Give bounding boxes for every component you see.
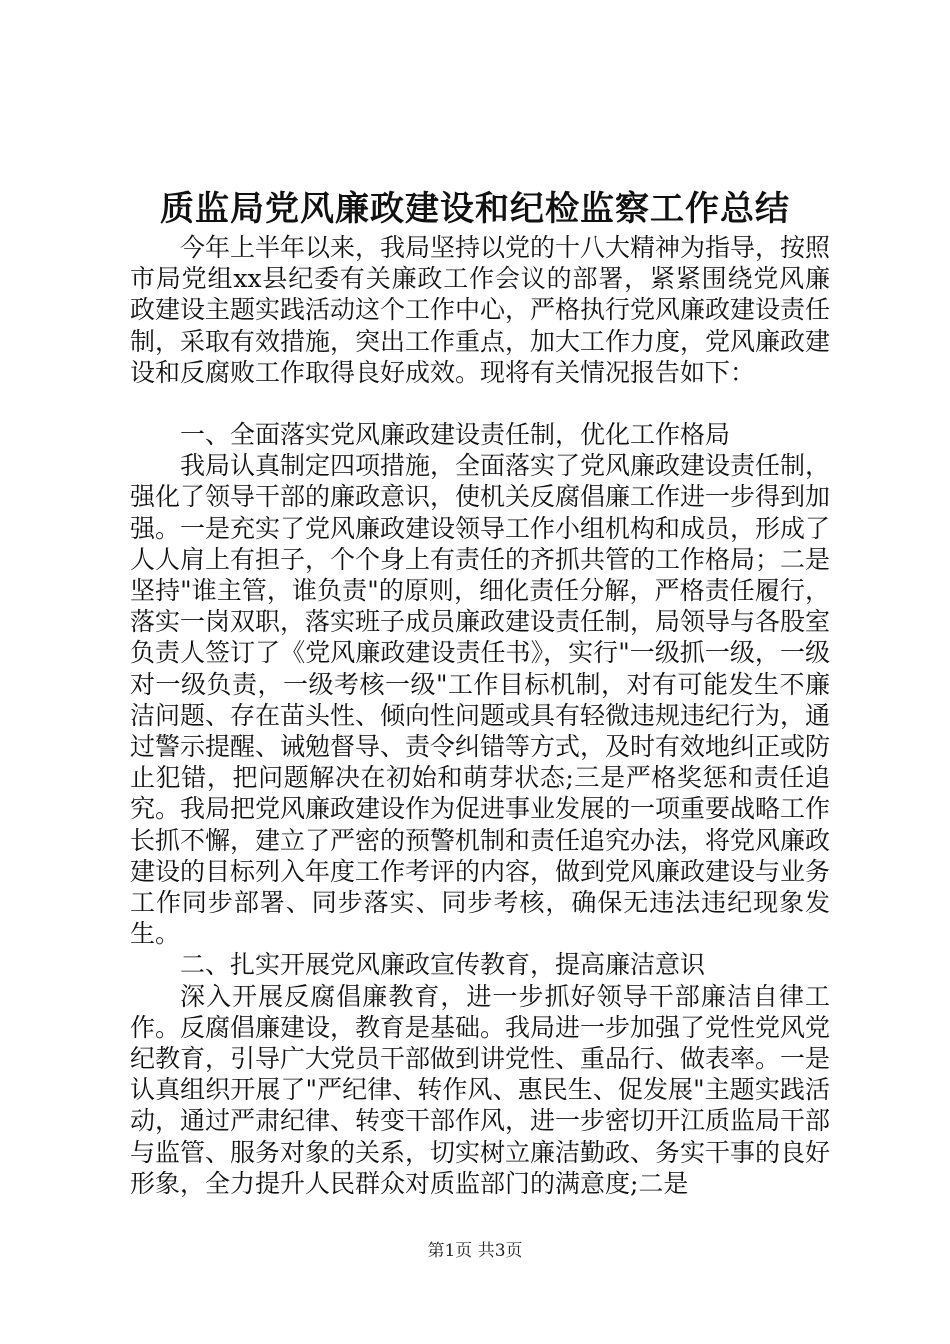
intro-paragraph: 今年上半年以来，我局坚持以党的十八大精神为指导，按照市局党组xx县纪委有关廉政工作会议的部署，紧紧围绕党风廉政建设主题实践活动这个工作中心，严格执行党风廉政建设责任制，采取有效措施，突出工作重点，加大工作力度，党风廉政建设和反腐败工作取得良好成效。现将有关情况报告如下： [130,233,831,387]
document-title: 质监局党风廉政建设和纪检监察工作总结 [160,189,790,229]
section-heading-1: 一、全面落实党风廉政建设责任制，优化工作格局 [180,420,731,450]
document-body [130,232,830,1199]
section-paragraph-2: 深入开展反腐倡廉教育，进一步抓好领导干部廉洁自律工作。反腐倡廉建设，教育是基础。我局进一步加强了党性党风党纪教育，引导广大党员干部做到讲党性、重品行、做表率。一是认真组织开展了"严纪律、转作风、惠民生、促发展"主题实践活动，通过严肃纪律、转变干部作风，进一步密切开江质监局干部与监管、服务对象的关系，切实树立廉洁勤政、务实干事的良好形象，全力提升人民群众对质监部门的满意度;二是 [130,981,831,1198]
page-number-footer: 第1页 共3页 [427,1241,523,1261]
section-heading-2: 二、扎实开展党风廉政宣传教育，提高廉洁意识 [180,950,706,980]
section-paragraph-1: 我局认真制定四项措施，全面落实了党风廉政建设责任制，强化了领导干部的廉政意识，使机关反腐倡廉工作进一步得到加强。一是充实了党风廉政建设领导工作小组机构和成员，形成了人人肩上有担子，个个身上有责任的齐抓共管的工作格局；二是坚持"谁主管，谁负责"的原则，细化责任分解，严格责任履行，落实一岗双职，落实班子成员廉政建设责任制，局领导与各股室负责人签订了《党风廉政建设责任书》，实行"一级抓一级，一级对一级负责，一级考核一级"工作目标机制，对有可能发生不廉洁问题、存在苗头性、倾向性问题或具有轻微违规违纪行为，通过警示提醒、诫勉督导、责令纠错等方式，及时有效地纠正或防止犯错，把问题解决在初始和萌芽状态;三是严格奖惩和责任追究。我局把党风廉政建设作为促进事业发展的一项重要战略工作长抓不懈，建立了严密的预警机制和责任追究办法，将党风廉政建设的目标列入年度工作考评的内容，做到党风廉政建设与业务工作同步部署、同步落实、同步考核，确保无违法违纪现象发生。 [130,451,831,949]
